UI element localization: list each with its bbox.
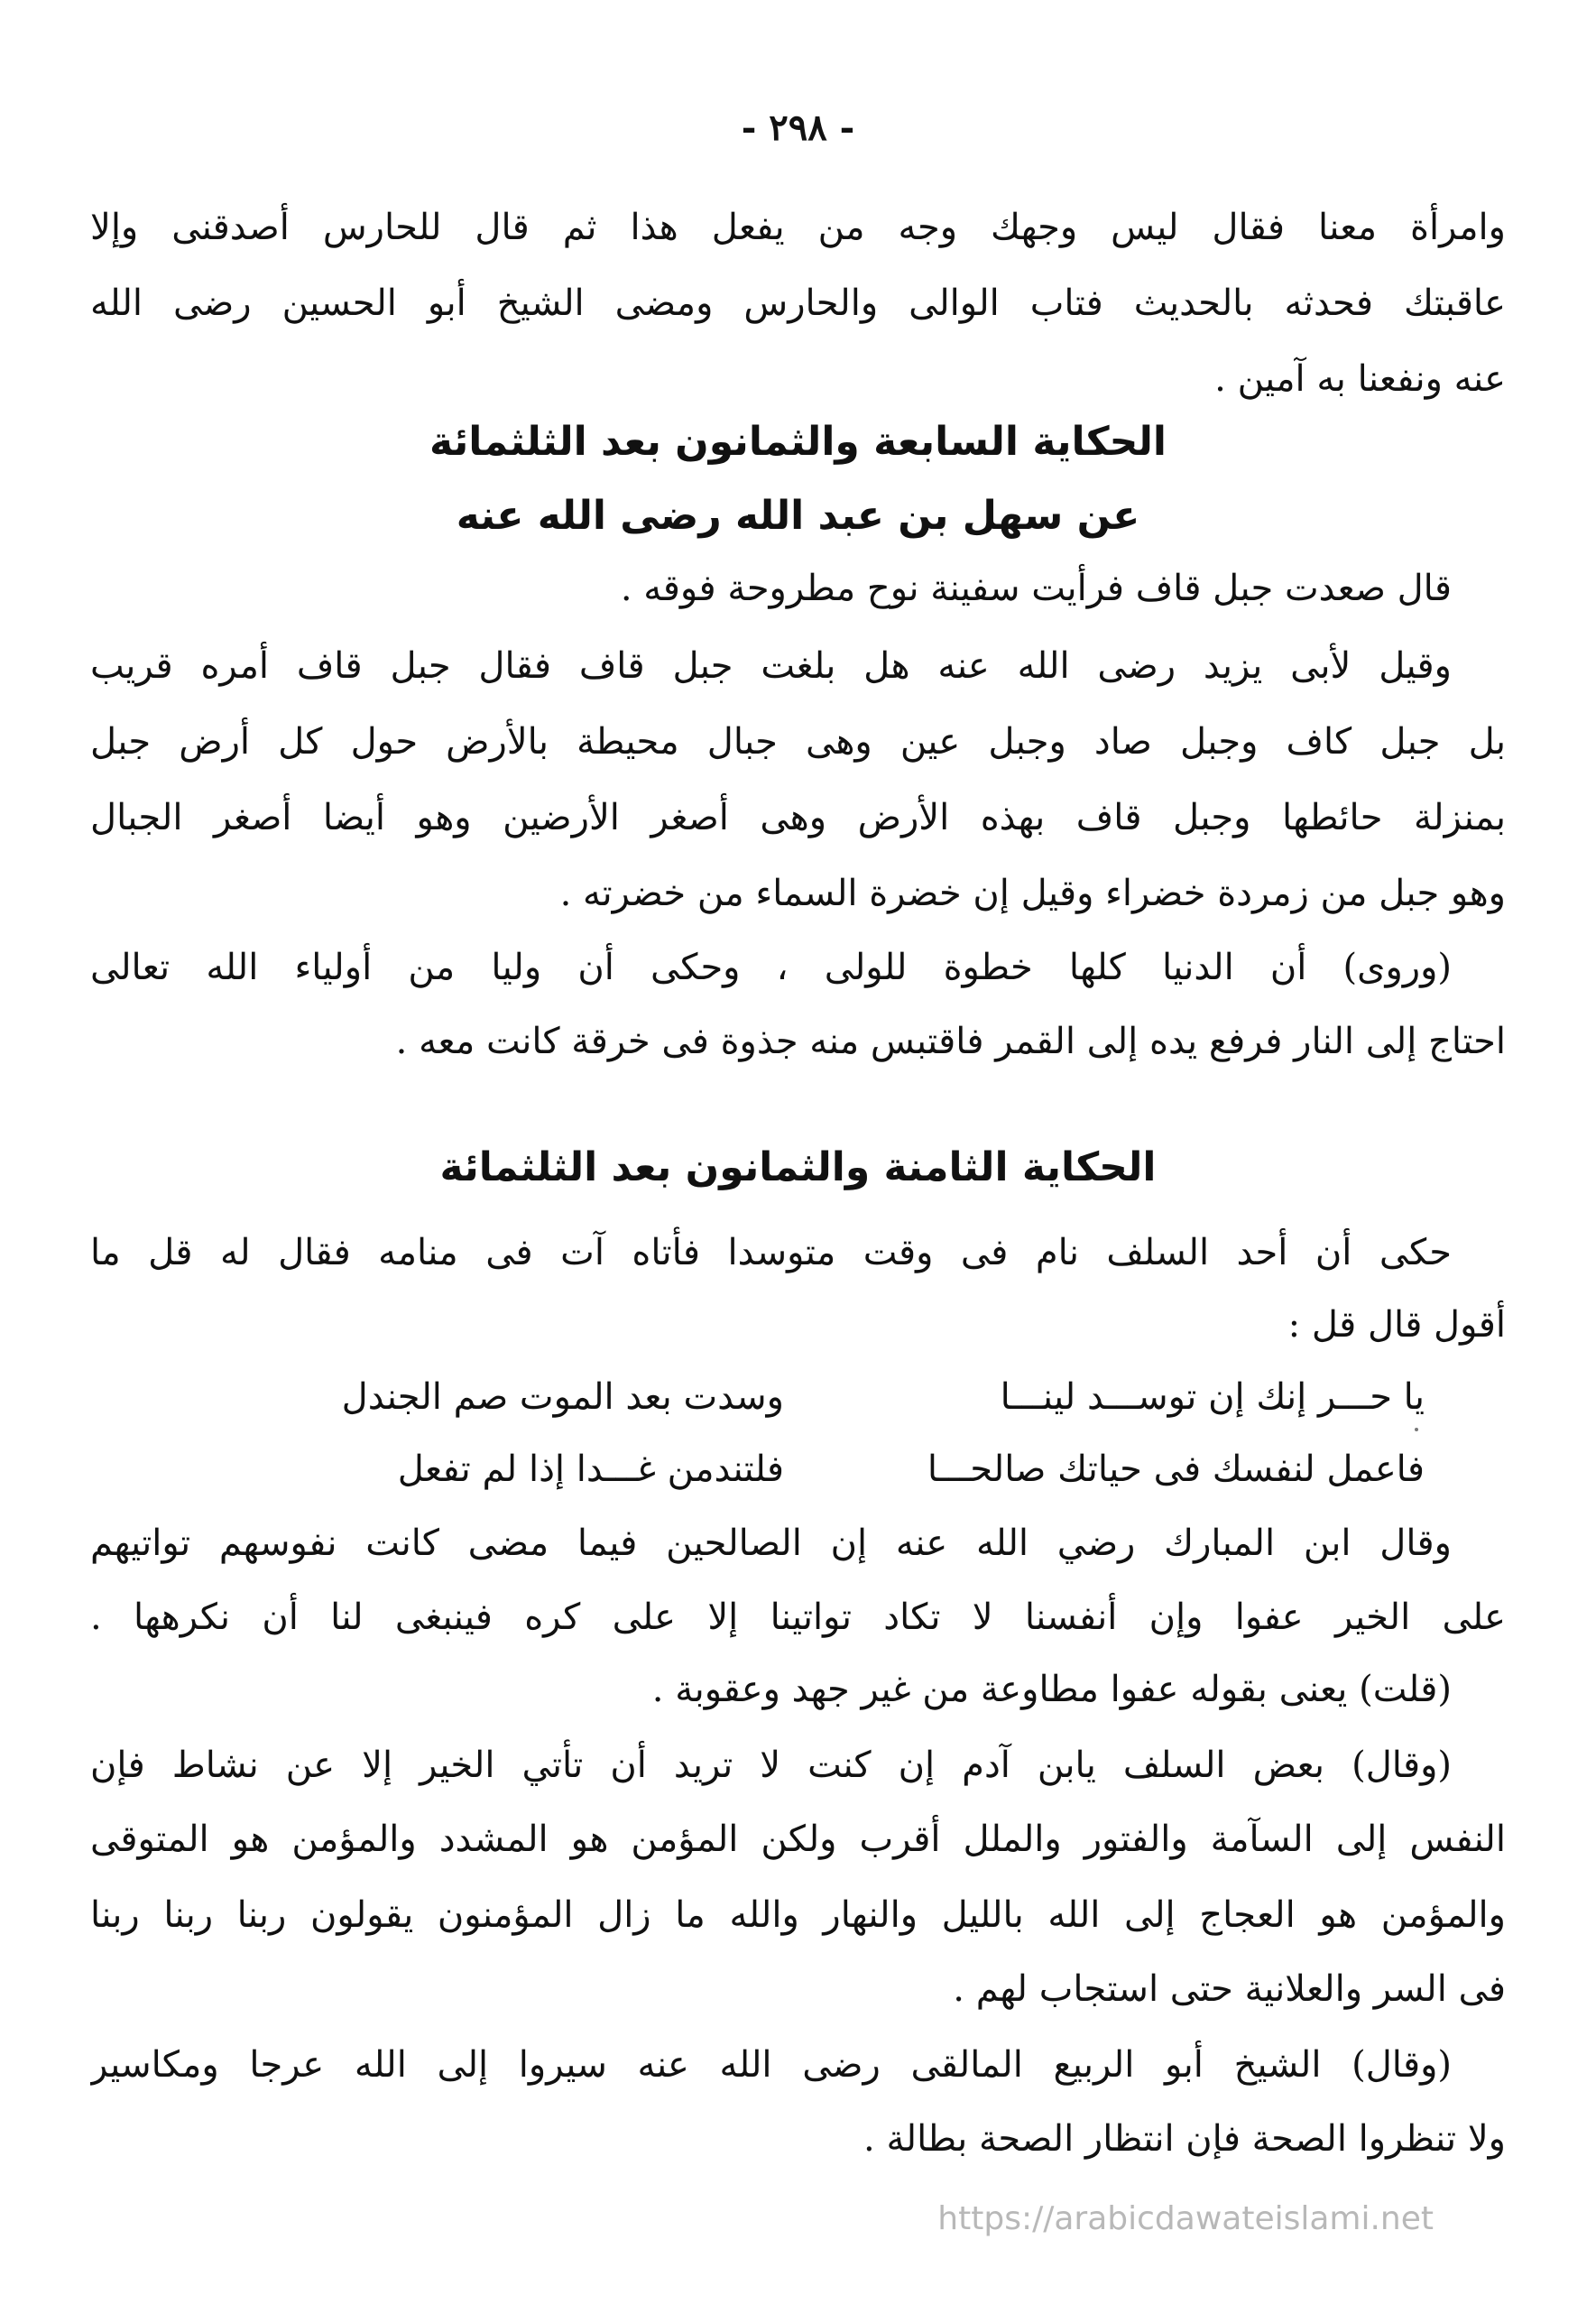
text-line: بمنزلة حائطها وجبل قاف بهذه الأرض وهى أصغر الأرضين وهو أيضا أصغر الجبال — [90, 797, 1506, 838]
verse-second-half: وسدت بعد الموت صم الجندل — [341, 1376, 784, 1418]
text-line: النفس إلى السآمة والفتور والملل أقرب ولكن المؤمن هو المشدد والمؤمن هو المتوقى — [90, 1819, 1506, 1860]
text-line: (وروى) أن الدنيا كلها خطوة للولى ، وحكى أن وليا من أولياء الله تعالى — [90, 947, 1452, 988]
text-line: وامرأة معنا فقال ليس وجهك وجه من يفعل هذا ثم قال للحارس أصدقنى وإلا — [90, 207, 1506, 248]
story-87-subtitle: عن سهل بن عبد الله رضى الله عنه — [456, 493, 1140, 539]
text-line: (وقال) بعض السلف يابن آدم إن كنت لا تريد أن تأتي الخير إلا عن نشاط فإن — [90, 1745, 1452, 1786]
story-88-title: الحكاية الثامنة والثمانون بعد الثلثمائة — [439, 1144, 1157, 1190]
text-line: بل جبل كاف وجبل صاد وجبل عين وهى جبال محيطة بالأرض حول كل أرض جبل — [90, 721, 1506, 763]
watermark: https://arabicdawateislami.net — [937, 2200, 1434, 2237]
text-line: عنه ونفعنا به آمين . — [1214, 358, 1506, 400]
text-line: فى السر والعلانية حتى استجاب لهم . — [953, 1968, 1506, 2010]
text-line: حكى أن أحد السلف نام فى وقت متوسدا فأتاه آت فى منامه فقال له قل ما — [90, 1232, 1452, 1273]
story-87-title: الحكاية السابعة والثمانون بعد الثلثمائة — [429, 419, 1167, 465]
text-line: ولا تنظروا الصحة فإن انتظار الصحة بطالة . — [863, 2118, 1506, 2160]
text-line: (وقال) الشيخ أبو الربيع المالقى رضى الله عنه سيروا إلى الله عرجا ومكاسير — [90, 2044, 1452, 2086]
text-line: أقول قال قل : — [1287, 1304, 1506, 1346]
text-line: (قلت) يعنى بقوله عفوا مطاوعة من غير جهد وعقوبة . — [651, 1669, 1452, 1710]
page-number: - ٢٩٨ - — [741, 106, 855, 149]
text-line: عاقبتك فحدثه بالحديث فتاب الوالى والحارس ومضى الشيخ أبو الحسين رضى الله — [90, 282, 1506, 324]
text-line: وقيل لأبى يزيد رضى الله عنه هل بلغت جبل قاف فقال جبل قاف أمره قريب — [90, 645, 1452, 687]
text-line: احتاج إلى النار فرفع يده إلى القمر فاقتبس منه جذوة فى خرقة كانت معه . — [395, 1021, 1506, 1062]
text-line: وقال ابن المبارك رضي الله عنه إن الصالحين فيما مضى كانت نفوسهم تواتيهم — [90, 1522, 1452, 1564]
text-line: والمؤمن هو العجاج إلى الله بالليل والنهار والله ما زال المؤمنون يقولون ربنا ربنا ربنا — [90, 1894, 1506, 1936]
text-line: وهو جبل من زمردة خضراء وقيل إن خضرة السماء من خضرته . — [559, 873, 1506, 914]
text-line: قال صعدت جبل قاف فرأيت سفينة نوح مطروحة فوقه . — [620, 568, 1452, 609]
scan-speck — [1415, 1428, 1418, 1431]
verse-second-half: فلتندمن غـــدا إذا لم تفعل — [397, 1448, 784, 1490]
text-line: على الخير عفوا وإن أنفسنا لا تكاد تواتينا إلا على كره فينبغى لنا أن نكرهها . — [90, 1596, 1506, 1638]
verse-first-half: يا حـــر إنك إن توســـد لينـــا — [1000, 1376, 1425, 1418]
verse-first-half: فاعمل لنفسك فى حياتك صالحـــا — [927, 1448, 1425, 1490]
